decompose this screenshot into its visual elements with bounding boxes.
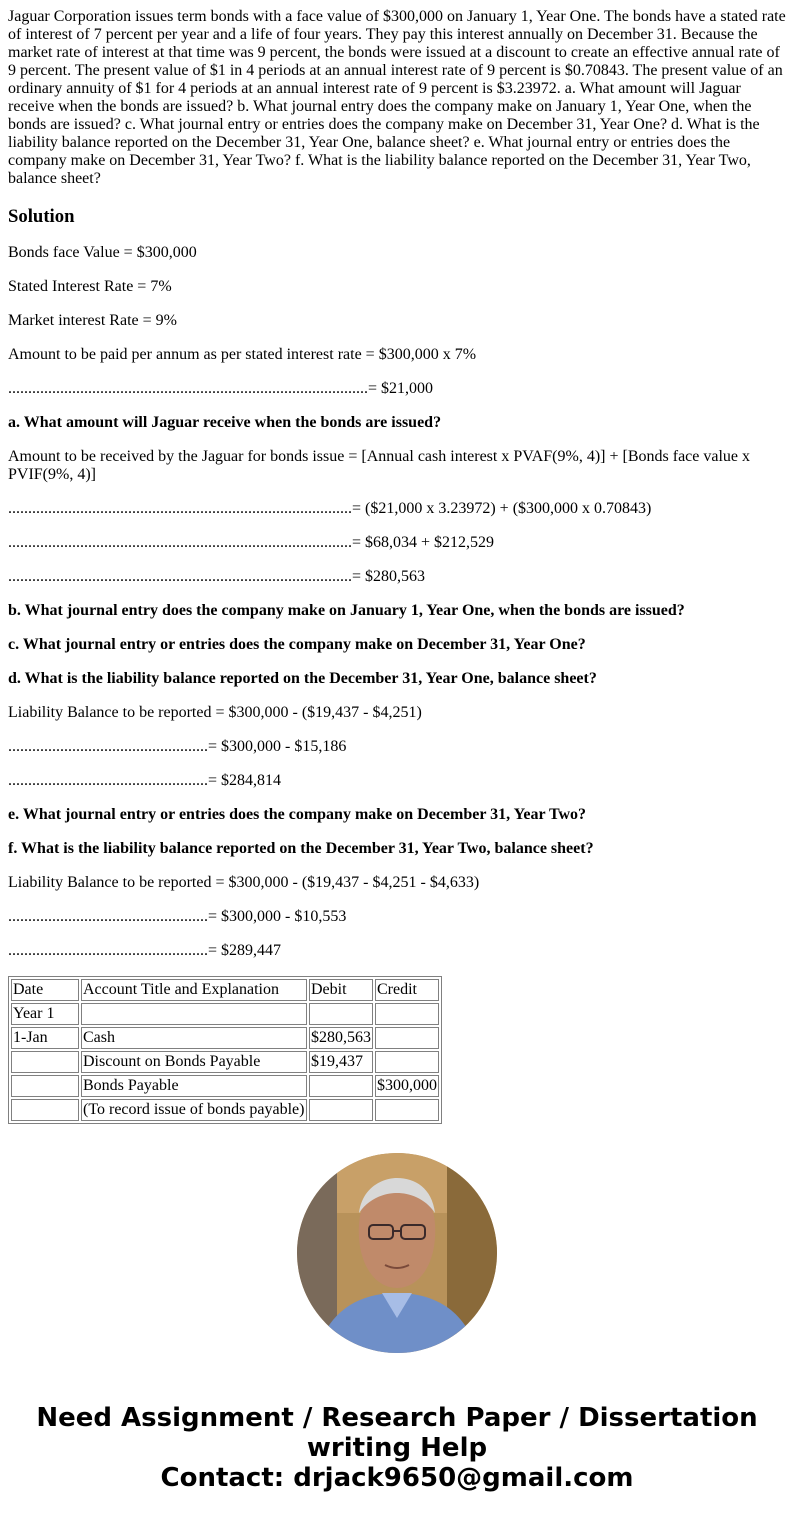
solution-line: ......................................................................................= $280,563 bbox=[8, 568, 426, 585]
table-cell bbox=[11, 1051, 79, 1073]
table-cell: Year 1 bbox=[11, 1003, 79, 1025]
table-cell bbox=[375, 1027, 439, 1049]
solution-heading: Solution bbox=[8, 206, 75, 227]
table-cell bbox=[11, 1075, 79, 1097]
table-cell: Bonds Payable bbox=[81, 1075, 307, 1097]
table-row bbox=[11, 1099, 439, 1121]
table-row bbox=[11, 1051, 439, 1073]
solution-question-heading: a. What amount will Jaguar receive when the bonds are issued? bbox=[8, 414, 442, 431]
solution-question-heading: e. What journal entry or entries does the company make on December 31, Year Two? bbox=[8, 806, 587, 823]
footer-promo bbox=[0, 1403, 794, 1493]
table-header-cell: Account Title and Explanation bbox=[81, 979, 307, 1001]
solution-line: ..................................................= $284,814 bbox=[8, 772, 282, 789]
solution-line: ..................................................= $300,000 - $10,553 bbox=[8, 908, 347, 925]
table-cell bbox=[11, 1099, 79, 1121]
table-header-row bbox=[11, 979, 439, 1001]
solution-line: Market interest Rate = 9% bbox=[8, 312, 177, 329]
page-content bbox=[8, 8, 788, 1124]
solution-line: ..........................................................................................= $21,000 bbox=[8, 380, 434, 397]
table-header-cell: Date bbox=[11, 979, 79, 1001]
solution-line: Amount to be received by the Jaguar for bonds issue = [Annual cash interest x PVAF(9%, 4)] + [Bonds face value x PVIF(9%, 4)] bbox=[8, 448, 751, 483]
solution-line: Bonds face Value = $300,000 bbox=[8, 244, 197, 261]
table-cell bbox=[81, 1003, 307, 1025]
table-cell bbox=[375, 1051, 439, 1073]
table-row bbox=[11, 1003, 439, 1025]
table-cell: Cash bbox=[81, 1027, 307, 1049]
solution-line: Amount to be paid per annum as per stated interest rate = $300,000 x 7% bbox=[8, 346, 477, 363]
footer-line-2: writing Help bbox=[306, 1433, 488, 1463]
table-row bbox=[11, 1027, 439, 1049]
journal-entry-table bbox=[8, 976, 442, 1124]
table-cell bbox=[375, 1003, 439, 1025]
table-cell bbox=[309, 1003, 373, 1025]
solution-line: Liability Balance to be reported = $300,000 - ($19,437 - $4,251 - $4,633) bbox=[8, 874, 480, 891]
table-cell: (To record issue of bonds payable) bbox=[81, 1099, 307, 1121]
author-avatar bbox=[297, 1153, 497, 1353]
table-cell bbox=[375, 1099, 439, 1121]
solution-line: ......................................................................................= ($21,000 x 3.23972) + ($300,000 x 0.70843) bbox=[8, 500, 652, 517]
table-header-cell: Debit bbox=[309, 979, 373, 1001]
solution-line: ..................................................= $300,000 - $15,186 bbox=[8, 738, 347, 755]
solution-line: Stated Interest Rate = 7% bbox=[8, 278, 172, 295]
table-header-cell: Credit bbox=[375, 979, 439, 1001]
table-row bbox=[11, 1075, 439, 1097]
footer-contact: Contact: drjack9650@gmail.com bbox=[160, 1463, 634, 1493]
table-cell: 1-Jan bbox=[11, 1027, 79, 1049]
solution-question-heading: d. What is the liability balance reported on the December 31, Year One, balance sheet? bbox=[8, 670, 597, 687]
table-cell: $19,437 bbox=[309, 1051, 373, 1073]
solution-line: ......................................................................................= $68,034 + $212,529 bbox=[8, 534, 495, 551]
solution-question-heading: f. What is the liability balance reported on the December 31, Year Two, balance sheet? bbox=[8, 840, 594, 857]
solution-question-heading: b. What journal entry does the company make on January 1, Year One, when the bonds are issued? bbox=[8, 602, 685, 619]
solution-body bbox=[8, 244, 788, 960]
author-photo-icon bbox=[297, 1153, 497, 1353]
question-text: Jaguar Corporation issues term bonds with a face value of $300,000 on January 1, Year One. The bonds have a stated rate of interest of 7 percent per year and a life of four years. They pay this interest annually on December 31. Because the market rate of interest at that time was 9 percent, the bonds were issued at a discount to create an effective annual rate of 9 percent. The present value of $1 in 4 periods at an annual interest rate of 9 percent is $0.70843. The present value of an ordinary annuity of $1 for 4 periods at an annual interest rate of 9 percent is $3.23972. a. What amount will Jaguar receive when the bonds are issued? b. What journal entry does the company make on January 1, Year One, when the bonds are issued? c. What journal entry or entries does the company make on December 31, Year One? d. What is the liability balance reported on the December 31, Year One, balance sheet? e. What journal entry or entries does the company make on December 31, Year Two? f. What is the liability balance reported on the December 31, Year Two, balance sheet? bbox=[8, 8, 786, 187]
table-cell: $300,000 bbox=[375, 1075, 439, 1097]
solution-line: Liability Balance to be reported = $300,000 - ($19,437 - $4,251) bbox=[8, 704, 422, 721]
footer-line-1: Need Assignment / Research Paper / Dissertation bbox=[36, 1403, 758, 1433]
solution-question-heading: c. What journal entry or entries does the company make on December 31, Year One? bbox=[8, 636, 586, 653]
table-cell bbox=[309, 1099, 373, 1121]
table-cell: $280,563 bbox=[309, 1027, 373, 1049]
table-cell bbox=[309, 1075, 373, 1097]
table-cell: Discount on Bonds Payable bbox=[81, 1051, 307, 1073]
solution-line: ..................................................= $289,447 bbox=[8, 942, 282, 959]
